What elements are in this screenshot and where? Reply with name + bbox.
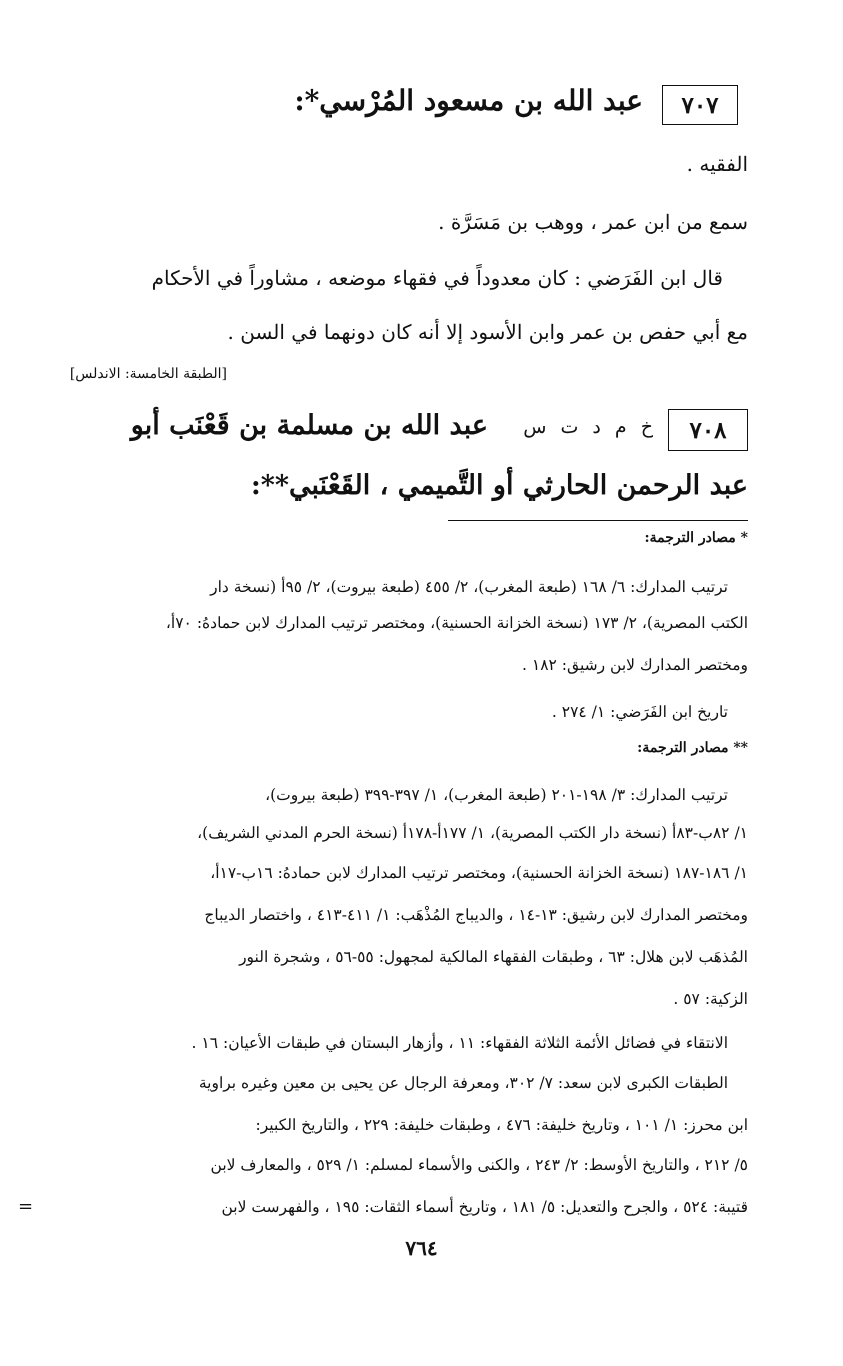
footnote-line: ترتيب المدارك: ٦/ ١٦٨ (طبعة المغرب)، ٢/ ٤٥٥ (طبعة بيروت)، ٢/ ٩٥أ (نسخة دار [210,578,728,596]
footnote-line: ترتيب المدارك: ٣/ ١٩٨-٢٠١ (طبعة المغرب)، ١/ ٣٩٧-٣٩٩ (طبعة بيروت)، [265,786,728,804]
entry-text-line: قال ابن الفَرَضي : كان معدوداً في فقهاء موضعه ، مشاوراً في الأحكام [151,266,723,290]
entry-number: ٧٠٧ [681,91,719,119]
footnote-separator [448,520,748,521]
entry-number-box [668,409,748,451]
footnote-line: تاريخ ابن الفَرَضي: ١/ ٢٧٤ . [551,703,728,721]
footnote-line: ابن محرز: ١/ ١٠١ ، وتاريخ خليفة: ٤٧٦ ، وطبقات خليفة: ٢٢٩ ، والتاريخ الكبير: [255,1116,748,1134]
footnote-line: ١/ ٨٢ب-٨٣أ (نسخة دار الكتب المصرية)، ١/ ١٧٧أ-١٧٨أ (نسخة الحرم المدني الشريف)، [197,824,748,842]
footnote-line: ٥/ ٢١٢ ، والتاريخ الأوسط: ٢/ ٢٤٣ ، والكنى والأسماء لمسلم: ١/ ٥٢٩ ، والمعارف لابن [210,1156,748,1174]
entry-name: عبد الله بن مسلمة بن قَعْنَب أبو [130,410,488,441]
tabaqa-label: [الطبقة الخامسة: الاندلس] [69,366,227,382]
footnote-line: الطبقات الكبرى لابن سعد: ٧/ ٣٠٢، ومعرفة الرجال عن يحيى بن معين وغيره براوية [198,1074,728,1092]
continuation-mark: = [18,1196,34,1217]
entry-text-line: مع أبي حفص بن عمر وابن الأسود إلا أنه كان دونهما في السن . [227,320,748,344]
footnote-heading: ** مصادر الترجمة: [637,740,748,756]
entry-text-line: الفقيه . [686,152,748,176]
book-sigla: خ م د ت س [523,416,653,438]
entry-name-continued: عبد الرحمن الحارثي أو التَّميمي ، القَعْنَبي**: [250,470,748,501]
footnote-line: ١/ ١٨٦-١٨٧ (نسخة الخزانة الحسنية)، ومختصر ترتيب المدارك لابن حمادهُ: ١٦ب-١٧أ، [210,864,748,882]
page-number: ٧٦٤ [405,1236,438,1260]
footnote-line: الزكية: ٥٧ . [673,990,748,1008]
footnote-line: ومختصر المدارك لابن رشيق: ١٣-١٤ ، والديباج المُذْهَب: ١/ ٤١١-٤١٣ ، واختصار الديباج [204,906,748,924]
footnote-heading: * مصادر الترجمة: [644,530,748,546]
footnote-line: ومختصر المدارك لابن رشيق: ١٨٢ . [522,656,748,674]
footnote-line: الكتب المصرية)، ٢/ ١٧٣ (نسخة الخزانة الحسنية)، ومختصر ترتيب المدارك لابن حمادهُ: ٧٠أ، [165,614,748,632]
entry-number: ٧٠٨ [689,416,727,444]
footnote-line: المُذهَب لابن هلال: ٦٣ ، وطبقات الفقهاء المالكية لمجهول: ٥٥-٥٦ ، وشجرة النور [239,948,748,966]
footnote-line: قتيبة: ٥٢٤ ، والجرح والتعديل: ٥/ ١٨١ ، وتاريخ أسماء الثقات: ١٩٥ ، والفهرست لابن [221,1198,748,1216]
entry-text-line: سمع من ابن عمر ، ووهب بن مَسَرَّة . [438,210,748,234]
footnote-line: الانتقاء في فضائل الأئمة الثلاثة الفقهاء: ١١ ، وأزهار البستان في طبقات الأعيان: ١٦ . [191,1034,728,1052]
entry-name: عبد الله بن مسعود المُرْسي*: [294,84,643,117]
entry-number-box [662,85,738,125]
